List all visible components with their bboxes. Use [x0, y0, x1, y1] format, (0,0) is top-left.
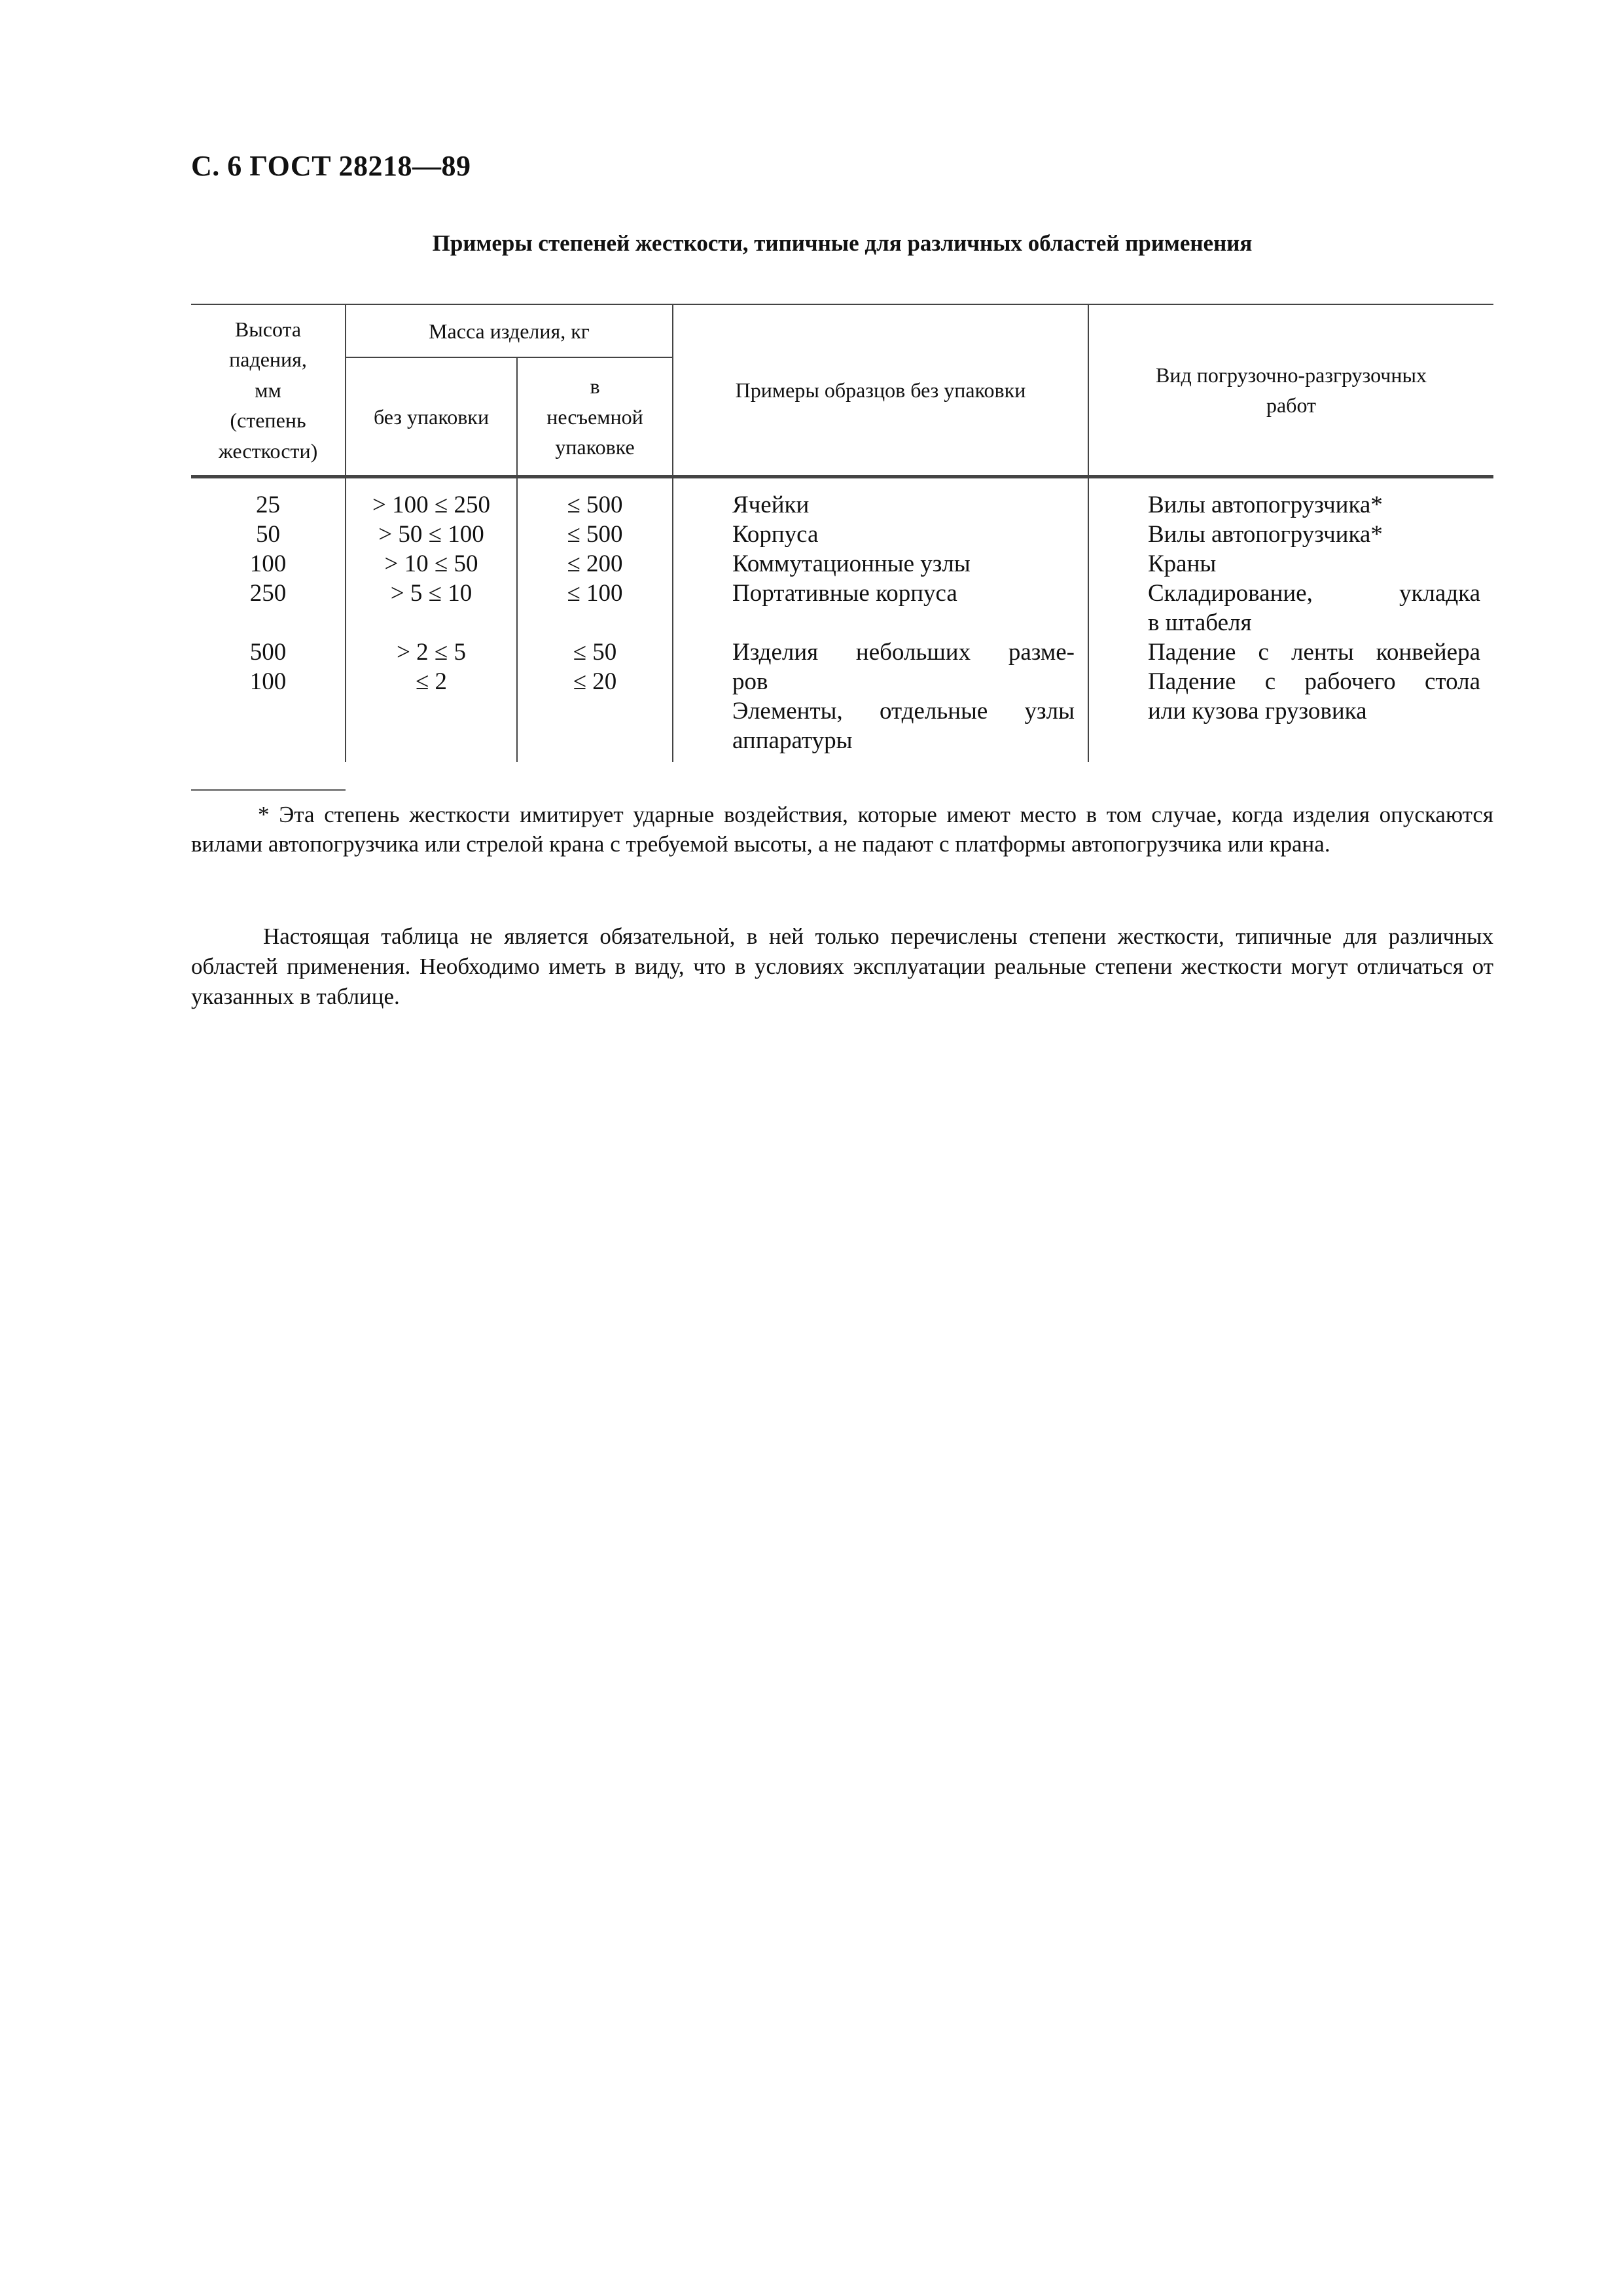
column-examples	[673, 476, 1088, 762]
column-mass-unpacked	[346, 476, 517, 762]
example-item: аппаратуры	[732, 726, 853, 754]
example-item: Коммутационные узлы	[732, 550, 971, 577]
example-item: Ячейки	[732, 491, 810, 518]
column-mass-packed	[517, 476, 673, 762]
example-item: Корпуса	[732, 520, 819, 548]
mass-unpacked-value: > 100 ≤ 250	[372, 491, 490, 518]
example-item: Портативные корпуса	[732, 579, 957, 607]
stiffness-table	[191, 304, 1493, 762]
height-value: 100	[249, 668, 287, 695]
work-item: Краны	[1148, 550, 1217, 577]
column-drop-height	[191, 476, 346, 762]
header-mass-group: Масса изделия, кг	[346, 304, 673, 357]
mass-packed-value: ≤ 100	[567, 579, 623, 607]
mass-unpacked-value: > 2 ≤ 5	[397, 638, 466, 666]
height-value: 50	[256, 520, 280, 548]
work-item: в штабеля	[1148, 609, 1252, 636]
footnote: * Эта степень жесткости имитирует ударные воздействия, которые имеют место в том случае, когда изделия опускаются вилами автопогрузчика или стрелой крана с требуемой высоты, а не падают с платформы автопогрузчика или крана.	[191, 802, 1493, 857]
mass-packed-value: ≤ 500	[567, 491, 623, 518]
work-item: Вилы автопогрузчика*	[1148, 491, 1383, 518]
column-work-type	[1088, 476, 1493, 762]
mass-unpacked-value: > 10 ≤ 50	[384, 550, 478, 577]
mass-packed-value: ≤ 500	[567, 520, 623, 548]
table-body-row	[191, 476, 1493, 762]
mass-unpacked-value: > 50 ≤ 100	[378, 520, 484, 548]
height-value: 250	[249, 579, 287, 607]
mass-unpacked-value: ≤ 2	[415, 668, 448, 695]
mass-unpacked-value: > 5 ≤ 10	[390, 579, 473, 607]
header-drop-height: Высота падения, мм (степень жесткости)	[191, 304, 346, 476]
work-item: Падение с рабочего стола	[1148, 668, 1480, 695]
work-item: Падение с ленты конвейера	[1148, 638, 1480, 666]
work-item: или кузова грузовика	[1148, 697, 1367, 725]
page-header: С. 6 ГОСТ 28218—89	[191, 150, 471, 182]
height-value: 500	[249, 638, 287, 666]
mass-packed-value: ≤ 20	[573, 668, 617, 695]
example-item: Изделия небольших разме-	[732, 638, 1075, 666]
height-value: 100	[249, 550, 287, 577]
footnote-divider	[191, 789, 346, 791]
height-value: 25	[256, 491, 280, 518]
work-item: Складирование, укладка	[1148, 579, 1480, 607]
table-caption: Примеры степеней жесткости, типичные для различных областей применения	[432, 230, 1253, 256]
table-note: Настоящая таблица не является обязательной, в ней только перечислены степени жесткости, типичные для различных областей применения. Необходимо иметь в виду, что в условиях эксплуатации реальные степени жесткости могут отличаться от указанных в таблице.	[191, 924, 1493, 1009]
work-item: Вилы автопогрузчика*	[1148, 520, 1383, 548]
mass-packed-value: ≤ 200	[567, 550, 623, 577]
header-examples: Примеры образцов без упаковки	[673, 304, 1088, 476]
example-item: ров	[732, 668, 768, 695]
header-mass-packed: в несъемной упаковке	[517, 357, 673, 476]
mass-packed-value: ≤ 50	[573, 638, 617, 666]
header-work-type: Вид погрузочно-разгрузочных работ	[1088, 304, 1493, 476]
example-item: Элементы, отдельные узлы	[732, 697, 1075, 725]
header-mass-unpacked: без упаковки	[346, 357, 517, 476]
